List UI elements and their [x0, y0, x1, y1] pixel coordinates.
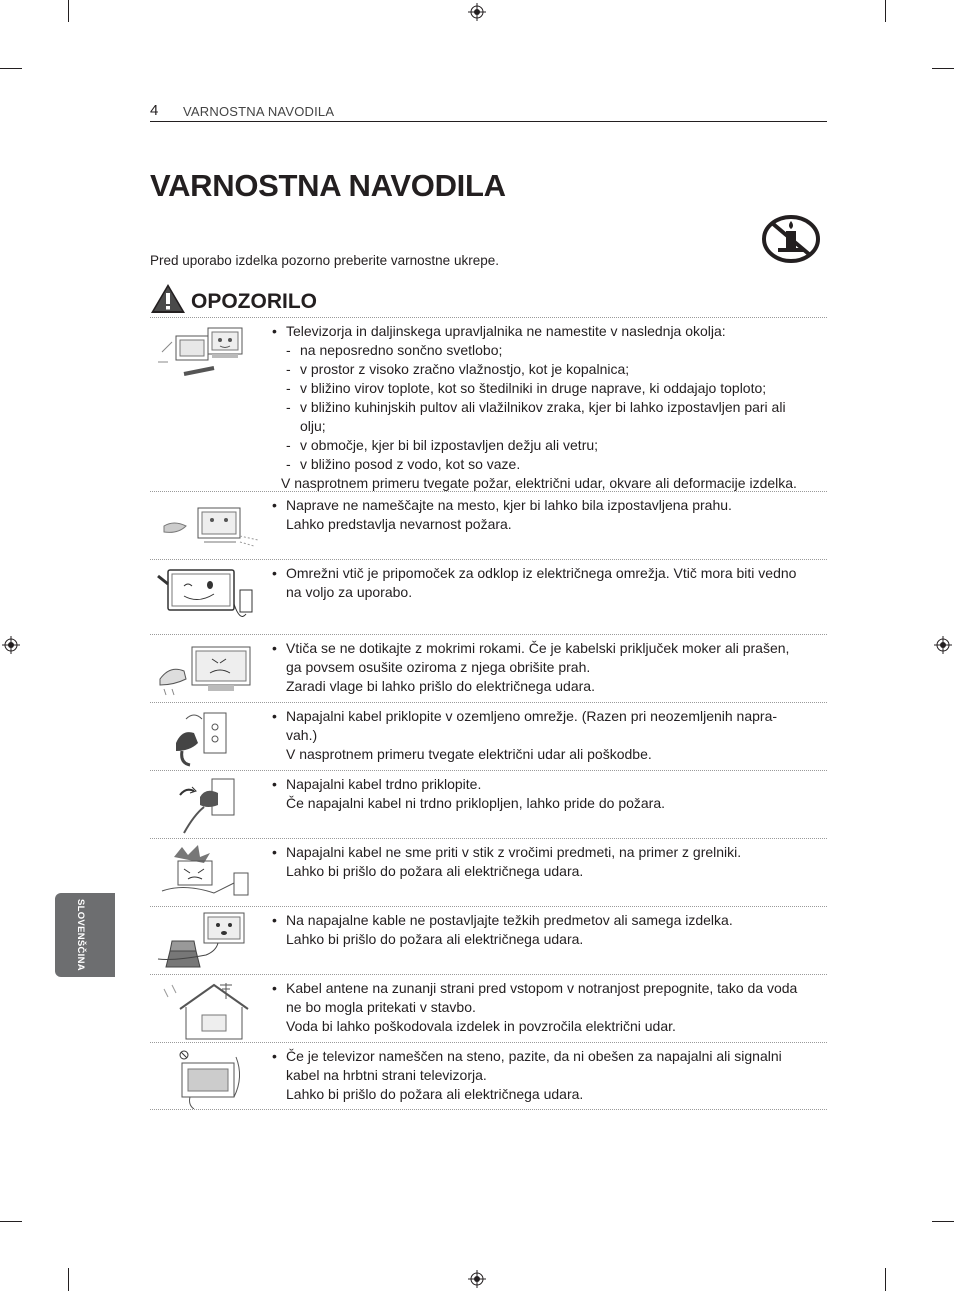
item-line: Zaradi vlage bi lahko prišlo do električnega udara.: [286, 678, 595, 694]
language-tab-label: SLOVENŠČINA: [75, 899, 86, 971]
item-line: Napajalni kabel trdno priklopite.: [286, 776, 482, 792]
item-line: Voda bi lahko poškodovala izdelek in povzročila električni udar.: [286, 1018, 676, 1034]
warning-list: [150, 317, 827, 1110]
item-line: Kabel antene na zunanji strani pred vstopom v notranjost prepognite, tako da voda: [286, 980, 798, 996]
item-line: Televizorja in daljinskega upravljalnika ne namestite v naslednja okolja:: [286, 323, 726, 339]
crop-mark: [68, 1268, 69, 1291]
hot-objects-illustration-icon: [154, 843, 262, 905]
list-item: [150, 1042, 827, 1110]
list-item: [150, 974, 827, 1042]
wet-hands-illustration-icon: [154, 639, 262, 699]
registration-mark-icon: [468, 1270, 486, 1288]
list-item: [150, 491, 827, 559]
crop-mark: [932, 68, 954, 69]
subitem: na neposredno sončno svetlobo;: [300, 342, 503, 358]
item-text: • Kabel antene na zunanji strani pred vstopom v notranjost prepognite, tako da voda ne bo mogla pritekati v stavbo. Voda bi lahko poškodovala izdelek in povzročila električni udar.: [272, 979, 827, 1036]
item-text: • Omrežni vtič je pripomoček za odklop iz električnega omrežja. Vtič mora biti vedno na voljo za uporabo.: [272, 564, 827, 602]
item-line: V nasprotnem primeru tvegate električni udar ali poškodbe.: [286, 746, 652, 762]
page-title: VARNOSTNA NAVODILA: [150, 168, 506, 203]
item-text: • Vtiča se ne dotikajte z mokrimi rokami. Če je kabelski priključek moker ali prašen, ga povsem osušite oziroma z njega obrišite prah. Zaradi vlage bi lahko prišlo do električnega udara.: [272, 639, 827, 696]
item-text: • Če je televizor nameščen na steno, pazite, da ni obešen za napajalni ali signalni kabel na hrbtni strani televizorja. Lahko bi prišlo do požara ali električnega udara.: [272, 1047, 827, 1104]
item-line: Naprave ne nameščajte na mesto, kjer bi lahko bila izpostavljena prahu.: [286, 497, 732, 513]
list-item: [150, 559, 827, 634]
running-header: VARNOSTNA NAVODILA: [183, 104, 335, 119]
subitem: v bližino posod z vodo, kot so vaze.: [300, 456, 521, 472]
language-tab: [55, 893, 115, 977]
item-line: vah.): [286, 727, 318, 743]
subitem: v prostor z visoko zračno vlažnostjo, kot je kopalnica;: [300, 361, 630, 377]
list-item: [150, 317, 827, 491]
list-item: [150, 634, 827, 702]
item-line: Omrežni vtič je pripomoček za odklop iz električnega omrežja. Vtič mora biti vedno: [286, 565, 797, 581]
subitem: v bližino kuhinjskih pultov ali vlažilnikov zraka, kjer bi lahko izpostavljen pari ali: [300, 399, 786, 415]
crop-mark: [0, 68, 22, 69]
item-line: Lahko bi prišlo do požara ali električnega udara.: [286, 931, 584, 947]
subitem: olju;: [300, 418, 326, 434]
subitem: v območje, kjer bi bil izpostavljen dežju ali vetru;: [300, 437, 599, 453]
item-line: Lahko bi prišlo do požara ali električnega udara.: [286, 1086, 584, 1102]
intro-text: Pred uporabo izdelka pozorno preberite varnostne ukrepe.: [150, 253, 499, 268]
item-line: Napajalni kabel priklopite v ozemljeno omrežje. (Razen pri neozemljenih napra-: [286, 708, 778, 724]
crop-mark: [0, 1221, 22, 1222]
list-item: [150, 906, 827, 974]
item-line: Vtiča se ne dotikajte z mokrimi rokami. Če je kabelski priključek moker ali prašen,: [286, 640, 790, 656]
item-line: ga povsem osušite oziroma z njega obrišite prah.: [286, 659, 591, 675]
registration-mark-icon: [2, 636, 20, 654]
tv-environment-illustration-icon: [154, 322, 262, 392]
list-item: [150, 838, 827, 906]
item-line: Lahko bi prišlo do požara ali električnega udara.: [286, 863, 584, 879]
item-note: V nasprotnem primeru tvegate požar, električni udar, okvare ali deformacije izdelka.: [281, 475, 797, 491]
header-divider: [150, 121, 827, 122]
item-line: Napajalni kabel ne sme priti v stik z vročimi predmeti, na primer z grelniki.: [286, 844, 742, 860]
item-line: Lahko predstavlja nevarnost požara.: [286, 516, 512, 532]
antenna-cable-illustration-icon: [154, 979, 262, 1041]
item-line: Če je televizor nameščen na steno, pazite, da ni obešen za napajalni ali signalni: [286, 1048, 782, 1064]
grounded-outlet-illustration-icon: [154, 707, 262, 767]
crop-mark: [885, 1268, 886, 1291]
item-text: • Na napajalne kable ne postavljajte težkih predmetov ali samega izdelka. Lahko bi prišlo do požara ali električnega udara.: [272, 911, 827, 949]
dusty-tv-illustration-icon: [154, 496, 262, 554]
secure-plug-illustration-icon: [154, 775, 262, 837]
heavy-objects-illustration-icon: [154, 911, 262, 973]
list-item: [150, 770, 827, 838]
item-line: Na napajalne kable ne postavljajte težkih predmetov ali samega izdelka.: [286, 912, 733, 928]
item-text: • Napajalni kabel ne sme priti v stik z vročimi predmeti, na primer z grelniki. Lahko bi prišlo do požara ali električnega udara.: [272, 843, 827, 881]
page-number: 4: [150, 102, 159, 119]
item-text: • Televizorja in daljinskega upravljalnika ne namestite v naslednja okolja: - na neposredno sončno svetlobo; - v prostor z visoko zračno vlažnostjo, kot je kopalnica; - v bližino virov toplote, kot so štedilniki in druge naprave, ki oddajajo toploto; - v bližino kuhinjskih pultov ali vlažilnikov zraka, kjer bi lahko izpostavljen pari ali olju; - v območje, kjer bi bil izpostavljen dežju ali vetru; - v bližino posod z vodo, kot so vaze. V nasprotnem primeru tvegate požar, električni udar, okvare ali deformacije izdelka.: [272, 322, 827, 493]
item-text: • Napajalni kabel trdno priklopite. Če napajalni kabel ni trdno priklopljen, lahko pride do požara.: [272, 775, 827, 813]
item-text: • Naprave ne nameščajte na mesto, kjer bi lahko bila izpostavljena prahu. Lahko predstavlja nevarnost požara.: [272, 496, 827, 534]
warning-heading: OPOZORILO: [191, 290, 317, 313]
wall-mount-illustration-icon: [154, 1047, 262, 1109]
registration-mark-icon: [934, 636, 952, 654]
plug-accessible-illustration-icon: [154, 564, 262, 628]
no-candle-icon: [760, 213, 822, 265]
item-line: ne bo mogla pritekati v stavbo.: [286, 999, 476, 1015]
crop-mark: [68, 0, 69, 22]
subitem: v bližino virov toplote, kot so štedilniki in druge naprave, ki oddajajo toploto;: [300, 380, 767, 396]
item-text: • Napajalni kabel priklopite v ozemljeno omrežje. (Razen pri neozemljenih napra- vah.) V nasprotnem primeru tvegate električni udar ali poškodbe.: [272, 707, 827, 764]
crop-mark: [885, 0, 886, 22]
item-line: Če napajalni kabel ni trdno priklopljen, lahko pride do požara.: [286, 795, 666, 811]
crop-mark: [932, 1221, 954, 1222]
registration-mark-icon: [468, 3, 486, 21]
warning-triangle-icon: [150, 283, 186, 314]
item-line: kabel na hrbtni strani televizorja.: [286, 1067, 487, 1083]
item-line: na voljo za uporabo.: [286, 584, 413, 600]
list-item: [150, 702, 827, 770]
